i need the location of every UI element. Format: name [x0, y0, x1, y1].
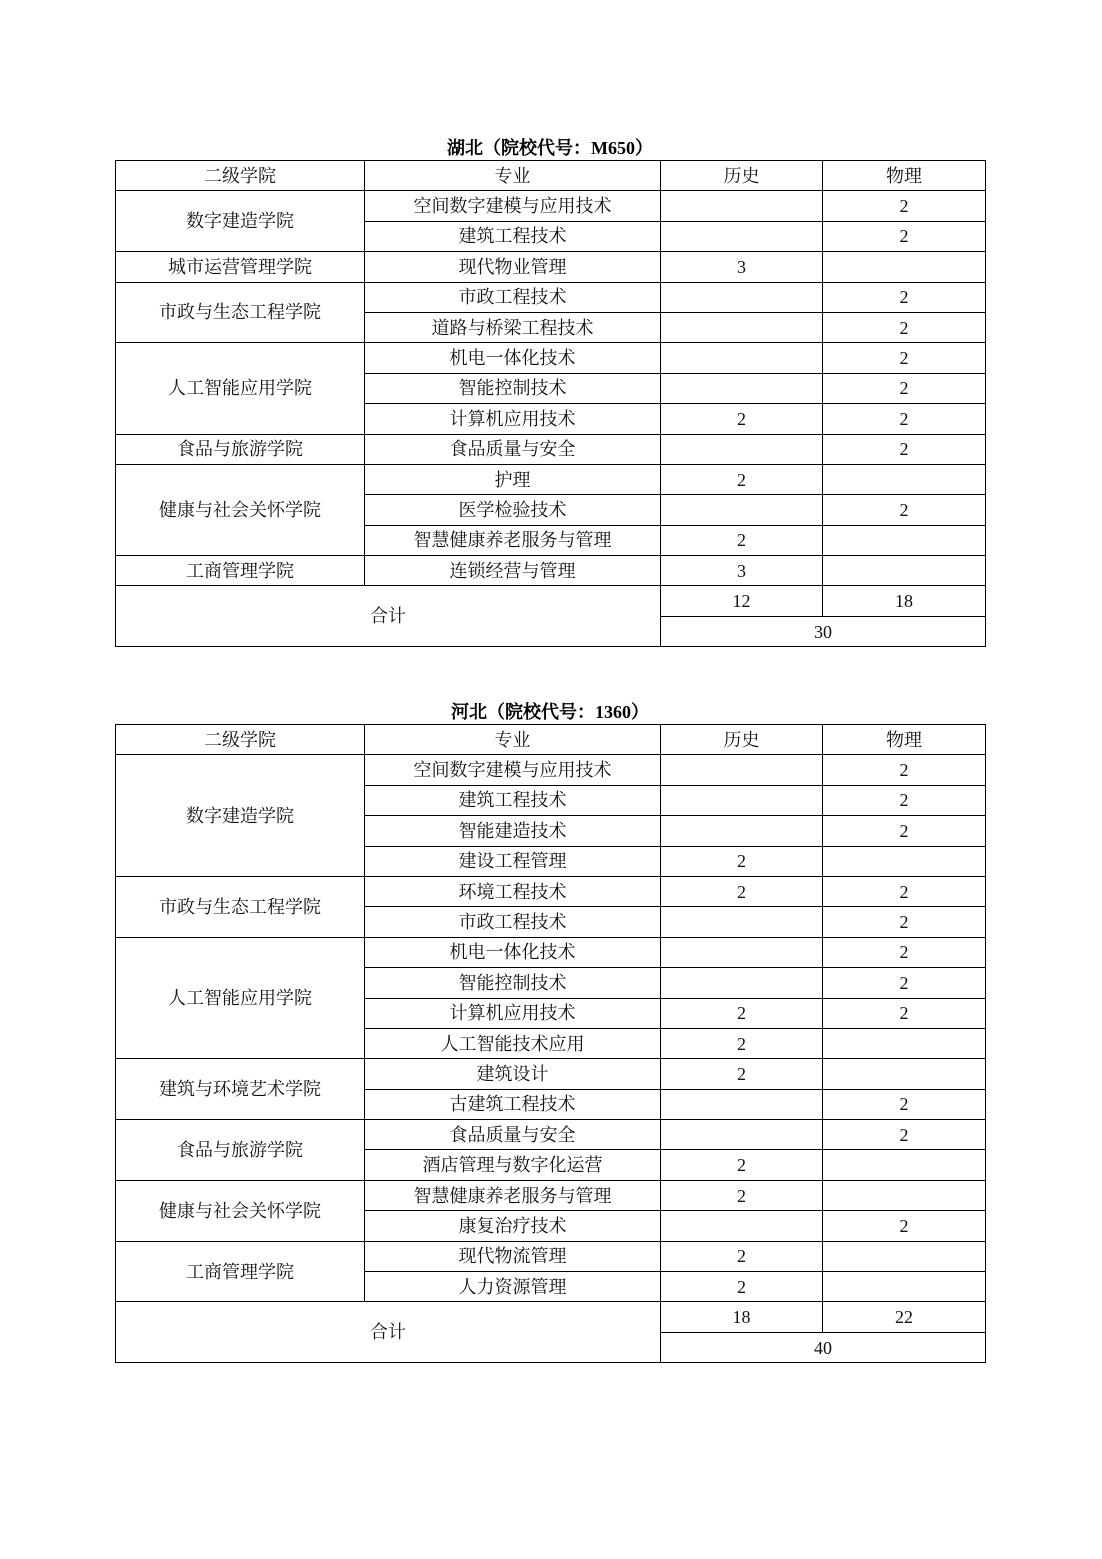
history-count-cell: 2 — [661, 1059, 823, 1089]
history-count-cell: 2 — [661, 1150, 823, 1180]
physics-count-cell: 2 — [823, 755, 986, 785]
history-count-cell — [661, 907, 823, 937]
physics-count-cell: 2 — [823, 785, 986, 815]
college-cell: 人工智能应用学院 — [116, 343, 365, 434]
history-count-cell — [661, 221, 823, 251]
history-count-cell — [661, 434, 823, 464]
major-cell: 建筑工程技术 — [365, 221, 661, 251]
major-cell: 空间数字建模与应用技术 — [365, 755, 661, 785]
total-label: 合计 — [116, 1302, 661, 1363]
physics-count-cell: 2 — [823, 907, 986, 937]
table-row — [116, 1120, 986, 1150]
total-row — [116, 586, 986, 616]
table-row — [116, 1059, 986, 1089]
history-count-cell: 2 — [661, 1241, 823, 1271]
table-header — [116, 161, 986, 191]
table-body — [116, 191, 986, 647]
table-row — [116, 252, 986, 282]
header-row — [116, 725, 986, 755]
total-history: 12 — [661, 586, 823, 616]
header-row — [116, 161, 986, 191]
history-count-cell — [661, 312, 823, 342]
major-cell: 人工智能技术应用 — [365, 1028, 661, 1058]
major-cell: 空间数字建模与应用技术 — [365, 191, 661, 221]
college-cell: 健康与社会关怀学院 — [116, 1180, 365, 1241]
major-cell: 机电一体化技术 — [365, 937, 661, 967]
physics-count-cell: 2 — [823, 968, 986, 998]
major-cell: 建筑工程技术 — [365, 785, 661, 815]
table-body — [116, 755, 986, 1363]
college-cell: 健康与社会关怀学院 — [116, 464, 365, 555]
history-count-cell: 2 — [661, 876, 823, 906]
header-history: 历史 — [661, 725, 823, 755]
header-physics: 物理 — [823, 161, 986, 191]
history-count-cell — [661, 1089, 823, 1119]
history-count-cell — [661, 282, 823, 312]
hebei-enrollment-table — [115, 724, 986, 1363]
history-count-cell: 2 — [661, 998, 823, 1028]
history-count-cell: 2 — [661, 404, 823, 434]
physics-count-cell: 2 — [823, 221, 986, 251]
hubei-enrollment-table — [115, 160, 986, 647]
major-cell: 食品质量与安全 — [365, 434, 661, 464]
major-cell: 人力资源管理 — [365, 1272, 661, 1302]
table-row — [116, 282, 986, 312]
physics-count-cell — [823, 556, 986, 586]
major-cell: 市政工程技术 — [365, 282, 661, 312]
history-count-cell: 2 — [661, 525, 823, 555]
major-cell: 机电一体化技术 — [365, 343, 661, 373]
physics-count-cell: 2 — [823, 434, 986, 464]
total-physics: 18 — [823, 586, 986, 616]
major-cell: 智能建造技术 — [365, 816, 661, 846]
history-count-cell — [661, 937, 823, 967]
physics-count-cell — [823, 1059, 986, 1089]
major-cell: 康复治疗技术 — [365, 1211, 661, 1241]
physics-count-cell: 2 — [823, 1089, 986, 1119]
major-cell: 连锁经营与管理 — [365, 556, 661, 586]
major-cell: 智能控制技术 — [365, 968, 661, 998]
physics-count-cell: 2 — [823, 282, 986, 312]
college-cell: 市政与生态工程学院 — [116, 876, 365, 937]
total-row — [116, 1302, 986, 1332]
college-cell: 工商管理学院 — [116, 556, 365, 586]
major-cell: 道路与桥梁工程技术 — [365, 312, 661, 342]
history-count-cell — [661, 191, 823, 221]
history-count-cell: 2 — [661, 846, 823, 876]
hubei-section — [115, 136, 985, 647]
table-row — [116, 464, 986, 494]
college-cell: 市政与生态工程学院 — [116, 282, 365, 343]
physics-count-cell: 2 — [823, 373, 986, 403]
history-count-cell: 3 — [661, 556, 823, 586]
physics-count-cell — [823, 525, 986, 555]
major-cell: 建筑设计 — [365, 1059, 661, 1089]
history-count-cell — [661, 1120, 823, 1150]
physics-count-cell — [823, 1241, 986, 1271]
major-cell: 智能控制技术 — [365, 373, 661, 403]
college-cell: 建筑与环境艺术学院 — [116, 1059, 365, 1120]
major-cell: 食品质量与安全 — [365, 1120, 661, 1150]
header-major: 专业 — [365, 161, 661, 191]
physics-count-cell — [823, 1028, 986, 1058]
physics-count-cell: 2 — [823, 876, 986, 906]
physics-count-cell: 2 — [823, 495, 986, 525]
physics-count-cell: 2 — [823, 937, 986, 967]
header-major: 专业 — [365, 725, 661, 755]
physics-count-cell: 2 — [823, 404, 986, 434]
table-row — [116, 191, 986, 221]
table-row — [116, 755, 986, 785]
physics-count-cell — [823, 464, 986, 494]
college-cell: 城市运营管理学院 — [116, 252, 365, 282]
history-count-cell: 2 — [661, 1272, 823, 1302]
college-cell: 数字建造学院 — [116, 755, 365, 877]
major-cell: 现代物流管理 — [365, 1241, 661, 1271]
table-header — [116, 725, 986, 755]
college-cell: 工商管理学院 — [116, 1241, 365, 1302]
major-cell: 现代物业管理 — [365, 252, 661, 282]
college-cell: 食品与旅游学院 — [116, 434, 365, 464]
college-cell: 人工智能应用学院 — [116, 937, 365, 1059]
physics-count-cell: 2 — [823, 191, 986, 221]
header-history: 历史 — [661, 161, 823, 191]
history-count-cell: 2 — [661, 1180, 823, 1210]
physics-count-cell: 2 — [823, 343, 986, 373]
major-cell: 酒店管理与数字化运营 — [365, 1150, 661, 1180]
history-count-cell — [661, 343, 823, 373]
table-row — [116, 876, 986, 906]
physics-count-cell — [823, 1180, 986, 1210]
major-cell: 市政工程技术 — [365, 907, 661, 937]
physics-count-cell: 2 — [823, 998, 986, 1028]
header-college: 二级学院 — [116, 161, 365, 191]
major-cell: 古建筑工程技术 — [365, 1089, 661, 1119]
hebei-section — [115, 700, 985, 1363]
history-count-cell — [661, 968, 823, 998]
major-cell: 医学检验技术 — [365, 495, 661, 525]
header-college: 二级学院 — [116, 725, 365, 755]
total-physics: 22 — [823, 1302, 986, 1332]
major-cell: 计算机应用技术 — [365, 404, 661, 434]
college-cell: 食品与旅游学院 — [116, 1120, 365, 1181]
physics-count-cell: 2 — [823, 816, 986, 846]
history-count-cell — [661, 755, 823, 785]
table-row — [116, 556, 986, 586]
physics-count-cell — [823, 1272, 986, 1302]
history-count-cell: 2 — [661, 1028, 823, 1058]
history-count-cell: 3 — [661, 252, 823, 282]
grand-total: 30 — [661, 616, 986, 646]
history-count-cell — [661, 373, 823, 403]
total-history: 18 — [661, 1302, 823, 1332]
physics-count-cell: 2 — [823, 1120, 986, 1150]
history-count-cell — [661, 495, 823, 525]
history-count-cell — [661, 816, 823, 846]
physics-count-cell: 2 — [823, 312, 986, 342]
physics-count-cell — [823, 1150, 986, 1180]
table-title: 河北（院校代号：1360） — [451, 702, 649, 722]
table-row — [116, 434, 986, 464]
history-count-cell — [661, 1211, 823, 1241]
table-title: 湖北（院校代号：M650） — [447, 138, 653, 158]
table-row — [116, 343, 986, 373]
major-cell: 智慧健康养老服务与管理 — [365, 525, 661, 555]
college-cell: 数字建造学院 — [116, 191, 365, 252]
history-count-cell — [661, 785, 823, 815]
table-row — [116, 1241, 986, 1271]
physics-count-cell — [823, 252, 986, 282]
major-cell: 智慧健康养老服务与管理 — [365, 1180, 661, 1210]
table-row — [116, 937, 986, 967]
major-cell: 环境工程技术 — [365, 876, 661, 906]
major-cell: 建设工程管理 — [365, 846, 661, 876]
physics-count-cell: 2 — [823, 1211, 986, 1241]
physics-count-cell — [823, 846, 986, 876]
major-cell: 护理 — [365, 464, 661, 494]
history-count-cell: 2 — [661, 464, 823, 494]
total-label: 合计 — [116, 586, 661, 647]
grand-total: 40 — [661, 1332, 986, 1362]
major-cell: 计算机应用技术 — [365, 998, 661, 1028]
header-physics: 物理 — [823, 725, 986, 755]
table-row — [116, 1180, 986, 1210]
